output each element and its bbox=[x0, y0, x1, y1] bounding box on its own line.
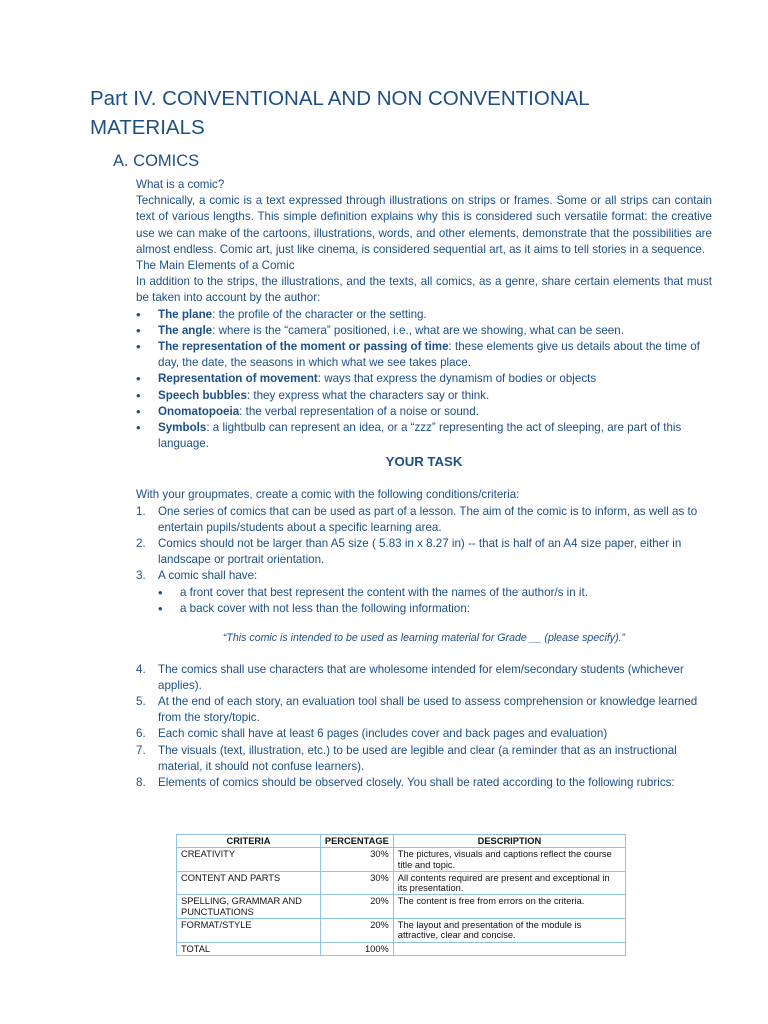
list-item bbox=[136, 307, 712, 323]
cover-requirements bbox=[158, 585, 712, 618]
elements-list bbox=[136, 307, 712, 453]
criteria-item bbox=[136, 726, 712, 742]
criteria-item bbox=[136, 568, 712, 617]
criteria-cell: FORMAT/STYLE bbox=[177, 919, 321, 943]
element-desc: : where is the “camera” positioned, i.e., what are we showing, what can be seen. bbox=[212, 323, 624, 337]
criteria-text: Elements of comics should be observed closely. You shall be rated according to the following rubrics: bbox=[158, 776, 675, 790]
sub-list-item: • a back cover with not less than the following information: bbox=[158, 601, 712, 617]
list-item bbox=[136, 339, 712, 371]
column-header-description: DESCRIPTION bbox=[393, 835, 625, 848]
criteria-number: 2. bbox=[136, 537, 146, 551]
elements-heading: The Main Elements of a Comic bbox=[136, 259, 295, 273]
list-item bbox=[136, 420, 712, 452]
back-cover-quote: “This comic is intended to be used as learning material for Grade __ (please specify).” bbox=[222, 631, 626, 644]
element-desc: : the verbal representation of a noise or sound. bbox=[239, 404, 479, 418]
section-heading-comics: A. COMICS bbox=[113, 152, 200, 170]
criteria-cell: CONTENT AND PARTS bbox=[177, 871, 321, 895]
element-term: Onomatopoeia bbox=[158, 404, 240, 418]
criteria-text: Each comic shall have at least 6 pages (includes cover and back pages and evaluation) bbox=[158, 727, 608, 741]
page-title: Part IV. CONVENTIONAL AND NON CONVENTIONAL MATERIALS bbox=[90, 87, 589, 139]
criteria-cell: SPELLING, GRAMMAR AND PUNCTUATIONS bbox=[177, 895, 321, 919]
table-header-row bbox=[177, 835, 626, 848]
criteria-item bbox=[136, 694, 712, 726]
criteria-list bbox=[136, 504, 712, 618]
description-cell: The pictures, visuals and captions reflect the course title and topic. bbox=[393, 848, 625, 872]
description-cell bbox=[393, 942, 625, 955]
element-desc: : the profile of the character or the setting. bbox=[212, 307, 427, 321]
table-row bbox=[177, 848, 626, 872]
element-desc: : a lightbulb can represent an idea, or a “zzz” representing the act of sleeping, are part of this language. bbox=[158, 421, 682, 451]
list-item bbox=[136, 404, 712, 420]
criteria-number: 6. bbox=[136, 727, 146, 741]
table-row bbox=[177, 895, 626, 919]
description-cell: The content is free from errors on the criteria. bbox=[393, 895, 625, 919]
element-desc: : they express what the characters say or think. bbox=[246, 388, 490, 402]
element-term: Speech bubbles bbox=[158, 388, 247, 402]
criteria-text: At the end of each story, an evaluation tool shall be used to assess comprehension or knowledge learned from the story/topic. bbox=[158, 695, 698, 725]
criteria-text: Comics should not be larger than A5 size ( 5.83 in x 8.27 in) -- that is half of an A4 size paper, either in landscape or portrait orientation. bbox=[158, 537, 682, 567]
element-term: Symbols bbox=[158, 421, 207, 435]
percentage-cell: 20% bbox=[320, 919, 393, 943]
criteria-cell: CREATIVITY bbox=[177, 848, 321, 872]
criteria-number: 3. bbox=[136, 569, 146, 583]
criteria-cell: TOTAL bbox=[177, 942, 321, 955]
description-cell: All contents required are present and exceptional in its presentation. bbox=[393, 871, 625, 895]
document-body bbox=[136, 177, 712, 791]
intro-question: What is a comic? bbox=[136, 178, 225, 191]
table-row-total bbox=[177, 942, 626, 955]
criteria-number: 8. bbox=[136, 776, 146, 790]
percentage-cell: 30% bbox=[320, 848, 393, 872]
criteria-text: The comics shall use characters that are wholesome intended for elem/secondary students (whichever applies). bbox=[158, 662, 684, 692]
list-item bbox=[136, 323, 712, 339]
element-term: The representation of the moment or passing of time bbox=[158, 340, 449, 354]
criteria-text: One series of comics that can be used as part of a lesson. The aim of the comic is to inform, as well as to entertain pupils/students about a specific learning area. bbox=[158, 504, 698, 534]
element-desc: : ways that express the dynamism of bodies or objects bbox=[317, 372, 597, 386]
criteria-item bbox=[136, 504, 712, 536]
percentage-cell: 30% bbox=[320, 871, 393, 895]
criteria-item bbox=[136, 536, 712, 568]
criteria-item bbox=[136, 662, 712, 694]
description-cell: The layout and presentation of the module is attractive, clear and concise. bbox=[393, 919, 625, 943]
criteria-number: 1. bbox=[136, 504, 146, 518]
criteria-item bbox=[136, 775, 712, 791]
table-row bbox=[177, 871, 626, 895]
criteria-text: A comic shall have: bbox=[158, 569, 258, 583]
criteria-number: 7. bbox=[136, 743, 146, 757]
rubric-table bbox=[176, 834, 626, 956]
criteria-list-continued bbox=[136, 662, 712, 792]
comic-definition: Technically, a comic is a text expressed through illustrations on strips or frames. Some or all strips can contain text of various lengths. This simple definition explains why this is considered such versatile format: the creative use we can make of the cartoons, illustrations, words, and other elements, demonstrate that the possibilities are almost endless. Comic art, just like cinema, is considered sequential art, as it aims to tell stories in a sequence. bbox=[136, 194, 712, 256]
criteria-number: 4. bbox=[136, 662, 146, 676]
column-header-criteria: CRITERIA bbox=[177, 835, 321, 848]
element-desc: : these elements give us details about the time of day, the date, the seasons in which what we see takes place. bbox=[158, 340, 700, 370]
criteria-text: The visuals (text, illustration, etc.) to be used are legible and clear (a reminder that as an instructional material, it should not confuse learners). bbox=[158, 743, 677, 773]
sub-list-item: • a front cover that best represent the content with the names of the author/s in it. bbox=[158, 585, 712, 601]
criteria-number: 5. bbox=[136, 695, 146, 709]
elements-intro: In addition to the strips, the illustrations, and the texts, all comics, as a genre, share certain elements that must be taken into account by the author: bbox=[136, 275, 712, 305]
list-item bbox=[136, 388, 712, 404]
percentage-cell: 20% bbox=[320, 895, 393, 919]
element-term: The angle bbox=[158, 323, 213, 337]
percentage-cell: 100% bbox=[320, 942, 393, 955]
criteria-item bbox=[136, 743, 712, 775]
your-task-heading: YOUR TASK bbox=[385, 454, 463, 470]
task-intro: With your groupmates, create a comic with the following conditions/criteria: bbox=[136, 488, 520, 502]
table-row bbox=[177, 919, 626, 943]
column-header-percentage: PERCENTAGE bbox=[320, 835, 393, 848]
list-item bbox=[136, 371, 712, 387]
element-term: The plane bbox=[158, 307, 213, 321]
element-term: Representation of movement bbox=[158, 372, 318, 386]
